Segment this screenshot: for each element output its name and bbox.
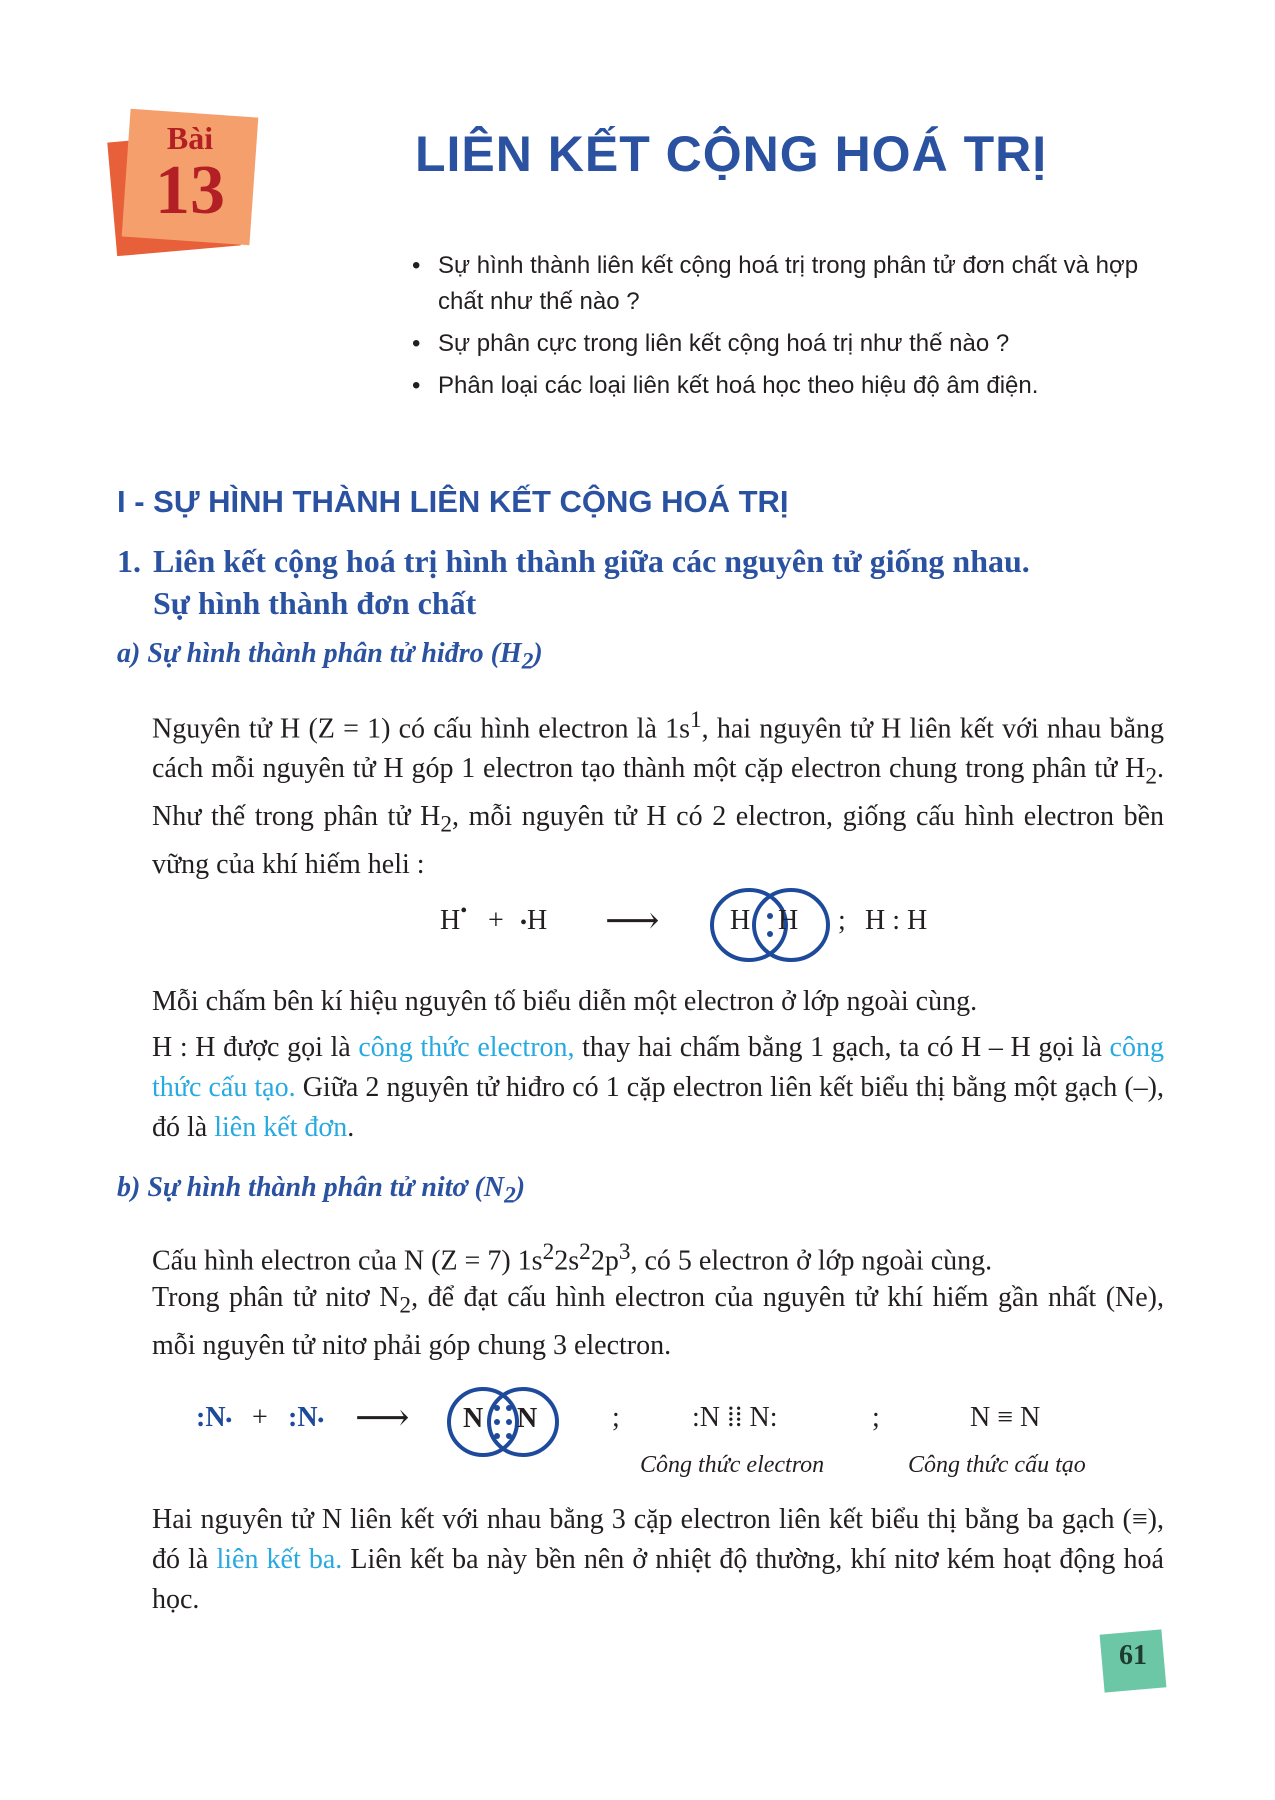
text: , mỗi nguyên tử H có 2 electron, giống cấu hình electron bền vững của khí hiếm heli : bbox=[152, 800, 1164, 880]
text: Cấu hình electron của N (Z = 7) 1s bbox=[152, 1245, 543, 1277]
h-left-atom bbox=[440, 900, 468, 937]
term-triple-bond: liên kết ba. bbox=[216, 1544, 343, 1575]
lone-pair: : bbox=[196, 1402, 206, 1433]
objective-item: • Phân loại các loại liên kết hoá học theo hiệu độ âm điện. bbox=[410, 368, 1168, 404]
n-right-atom bbox=[288, 1402, 324, 1434]
h-right-atom bbox=[520, 905, 547, 937]
part-b-heading-text: b) Sự hình thành phân tử nitơ (N bbox=[117, 1172, 505, 1203]
shared-electron bbox=[494, 1419, 500, 1425]
superscript: 2 bbox=[542, 1239, 555, 1265]
objectives-list bbox=[410, 248, 1168, 410]
lesson-label: Bài bbox=[166, 120, 214, 156]
electron-dot: • bbox=[317, 1410, 324, 1430]
electron-dot: • bbox=[520, 912, 528, 934]
shared-electron bbox=[506, 1419, 512, 1425]
text: thay hai chấm bằng 1 gạch, ta có H – H gọi là bbox=[574, 1032, 1110, 1063]
part-a-heading-sub: 2 bbox=[521, 648, 534, 675]
subsection-number: 1. bbox=[117, 543, 141, 579]
text: , hai nguyên tử H liên kết với nhau bằng cách mỗi nguyên tử H góp 1 electron tạo thành một cặp electron chung trong phân tử H bbox=[152, 713, 1164, 785]
n2-atom-right: N bbox=[517, 1403, 538, 1434]
n2-orbital-diagram bbox=[443, 1378, 563, 1468]
subscript: 2 bbox=[440, 811, 452, 838]
n2-structural-formula: N ≡ N bbox=[970, 1402, 1041, 1433]
part-b-paragraph-1 bbox=[152, 1232, 1164, 1281]
text: . bbox=[347, 1112, 355, 1143]
equation-separator: ; bbox=[612, 1402, 620, 1433]
part-b-paragraph-2 bbox=[152, 1278, 1164, 1366]
part-a-paragraph-3 bbox=[152, 1028, 1164, 1148]
n-symbol: N bbox=[297, 1402, 318, 1433]
part-a-heading-text: a) Sự hình thành phân tử hiđro (H bbox=[117, 638, 522, 669]
shared-electron bbox=[506, 1405, 512, 1411]
reaction-arrow-n: ⟶ bbox=[355, 1397, 410, 1439]
caption-structural-formula: Công thức cấu tạo bbox=[908, 1452, 1086, 1478]
text: Nguyên tử H (Z = 1) có cấu hình electron là 1s bbox=[152, 713, 690, 745]
text: 2s bbox=[554, 1245, 580, 1277]
objective-item: • Sự phân cực trong liên kết cộng hoá trị như thế nào ? bbox=[410, 326, 1168, 362]
h2-orbital-diagram bbox=[705, 880, 835, 970]
n-symbol: N bbox=[205, 1402, 226, 1433]
n2-atom-left: N bbox=[463, 1403, 484, 1434]
shared-electron bbox=[767, 931, 773, 937]
subscript: 2 bbox=[1145, 763, 1157, 790]
reaction-arrow: ⟶ bbox=[605, 900, 660, 942]
part-a-heading-suffix: ) bbox=[533, 638, 543, 669]
part-b-heading-suffix: ) bbox=[515, 1172, 526, 1203]
caption-electron-formula: Công thức electron bbox=[640, 1452, 825, 1478]
objective-item: • Sự hình thành liên kết cộng hoá trị trong phân tử đơn chất và hợp chất như thế nào ? bbox=[410, 248, 1168, 320]
h-plus: + bbox=[488, 905, 504, 936]
text: , có 5 electron ở lớp ngoài cùng. bbox=[630, 1245, 993, 1277]
superscript: 3 bbox=[618, 1239, 631, 1265]
text: Liên kết ba này bền nên ở nhiệt độ thường, khí nitơ kém hoạt động hoá học. bbox=[152, 1544, 1164, 1615]
n-left-atom bbox=[196, 1402, 232, 1434]
subscript: 2 bbox=[399, 1292, 412, 1319]
shared-electron bbox=[494, 1405, 500, 1411]
term-structural-formula: công thức cấu tạo. bbox=[152, 1032, 1164, 1103]
superscript: 1 bbox=[690, 707, 702, 733]
lesson-badge-text bbox=[128, 120, 252, 229]
h2-atom-right: H bbox=[778, 905, 799, 936]
n2-electron-formula: :N ⁞⁞ N: bbox=[692, 1402, 778, 1433]
text: Hai nguyên tử N liên kết với nhau bằng 3 cặp electron liên kết biểu thị bằng ba gạch (≡), đó là bbox=[152, 1504, 1164, 1575]
equation-separator: ; bbox=[872, 1402, 880, 1433]
electron-dot: • bbox=[225, 1410, 232, 1430]
shared-electron bbox=[494, 1433, 500, 1439]
subsection-line2: Sự hình thành đơn chất bbox=[153, 585, 477, 621]
lesson-number: 13 bbox=[155, 152, 225, 229]
shared-electron bbox=[506, 1433, 512, 1439]
equation-separator: ; bbox=[838, 905, 846, 936]
part-b-paragraph-3 bbox=[152, 1500, 1164, 1620]
h2-atom-left: H bbox=[730, 905, 751, 936]
subsection-heading bbox=[117, 540, 1167, 624]
text: Giữa 2 nguyên tử hiđro có 1 cặp electron liên kết biểu thị bằng một gạch (–), đó là bbox=[152, 1072, 1164, 1143]
text: H : H được gọi là bbox=[152, 1032, 359, 1063]
electron-dot: • bbox=[460, 900, 468, 922]
term-single-bond: liên kết đơn bbox=[214, 1112, 348, 1143]
h-symbol: H bbox=[440, 905, 461, 936]
text: . Như thế trong phân tử H bbox=[152, 753, 1164, 832]
part-b-heading-sub: 2 bbox=[504, 1182, 516, 1209]
page-title: LIÊN KẾT CỘNG HOÁ TRỊ bbox=[415, 126, 1048, 182]
h2-electron-formula: H : H bbox=[865, 905, 928, 936]
text: 2p bbox=[590, 1245, 619, 1277]
part-b-heading bbox=[117, 1172, 525, 1210]
section-heading: I - SỰ HÌNH THÀNH LIÊN KẾT CỘNG HOÁ TRỊ bbox=[117, 484, 789, 519]
part-a-paragraph-2: Mỗi chấm bên kí hiệu nguyên tố biểu diễn một electron ở lớp ngoài cùng. bbox=[152, 986, 978, 1017]
superscript: 2 bbox=[579, 1239, 591, 1265]
text: Trong phân tử nitơ N bbox=[152, 1282, 400, 1313]
n-plus: + bbox=[252, 1402, 268, 1433]
shared-electron bbox=[767, 913, 773, 919]
subsection-line1: Liên kết cộng hoá trị hình thành giữa các nguyên tử giống nhau. bbox=[153, 543, 1030, 579]
part-a-heading bbox=[117, 638, 543, 676]
lone-pair: : bbox=[288, 1402, 298, 1433]
text: , để đạt cấu hình electron của nguyên tử khí hiếm gần nhất (Ne), mỗi nguyên tử nitơ phải góp chung 3 electron. bbox=[152, 1282, 1164, 1361]
part-a-paragraph-1 bbox=[152, 700, 1164, 885]
page-number: 61 bbox=[1119, 1640, 1147, 1671]
h-symbol: H bbox=[527, 905, 548, 936]
term-electron-formula: công thức electron, bbox=[358, 1032, 575, 1063]
